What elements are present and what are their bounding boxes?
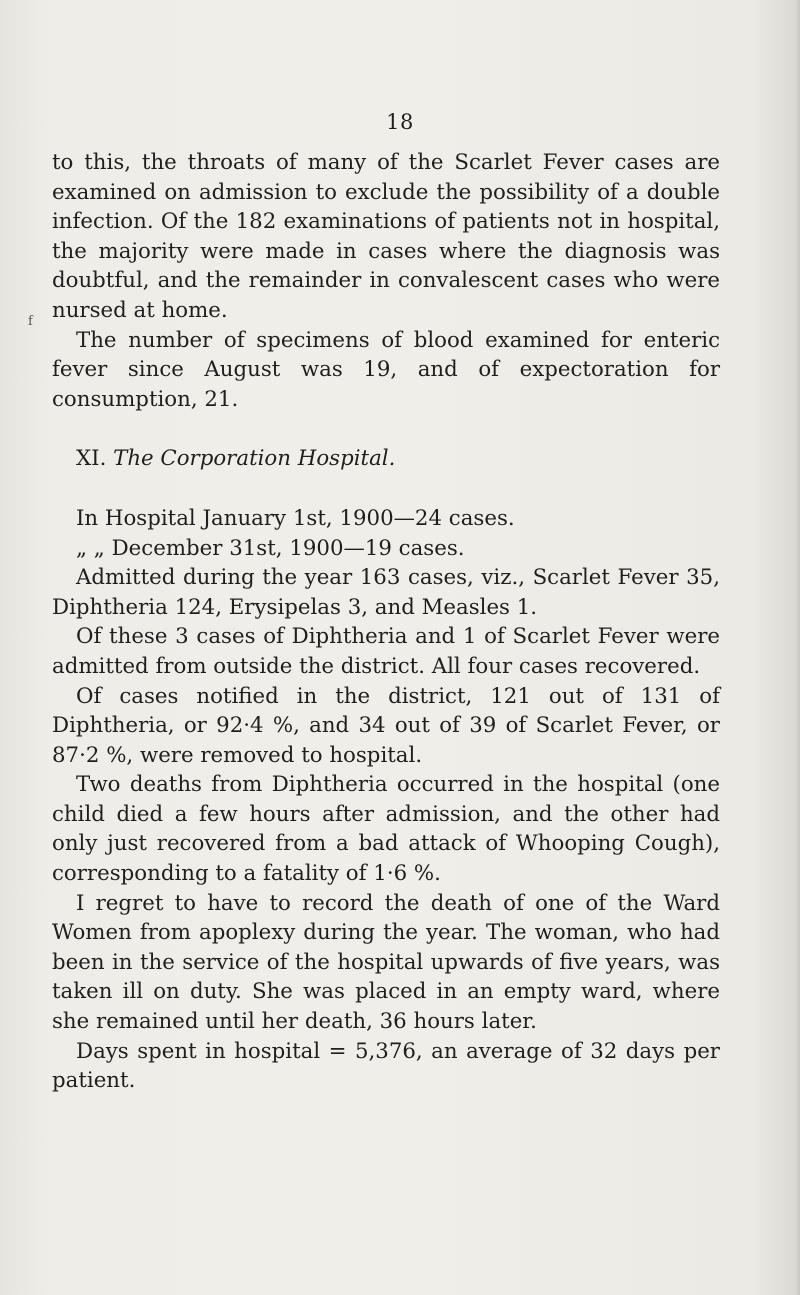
paragraph-specimens: The number of specimens of blood examined for enteric fever since August was 19, and of expectoration for consumption, 21.: [52, 327, 720, 412]
paragraph-days-spent: Days spent in hospital = 5,376, an average of 32 days per patient.: [52, 1038, 720, 1094]
paragraph-in-hospital-january: In Hospital January 1st, 1900—24 cases.: [76, 505, 515, 531]
paragraph-in-hospital-december: „ „ December 31st, 1900—19 cases.: [76, 535, 465, 561]
paragraph-outside-district: Of these 3 cases of Diphtheria and 1 of Scarlet Fever were admitted from outside the district. All four cases recovered.: [52, 624, 720, 679]
paragraph-ward-women: I regret to have to record the death of one of the Ward Women from apoplexy during the year. The woman, who had been in the service of the hospital upwards of five years, was taken ill on duty. She was placed in an empty ward, where she remained until her death, 36 hours later.: [52, 890, 720, 1035]
section-heading: [52, 444, 720, 474]
section-spacer-2: [52, 474, 720, 504]
section-number: XI.: [76, 446, 107, 472]
paragraph-deaths-diphtheria: Two deaths from Diphtheria occurred in the hospital (one child died a few hours after admission, and the other had only just recovered from a bad attack of Whooping Cough), corresponding to a fatality of 1·6 %.: [52, 772, 720, 887]
section-spacer: [52, 414, 720, 444]
page-number: 18: [386, 110, 414, 134]
margin-mark: f: [28, 314, 33, 329]
section-title: The Corporation Hospital.: [113, 446, 396, 472]
paragraph-admitted: Admitted during the year 163 cases, viz., Scarlet Fever 35, Diphtheria 124, Erysipelas 3, and Measles 1.: [52, 565, 720, 620]
body-text: [52, 148, 720, 1096]
paragraph-throat-examinations: to this, the throats of many of the Scarlet Fever cases are examined on admission to exclude the possibility of a double infection. Of the 182 examinations of patients not in hospital, the majority were made in cases where the diagnosis was doubtful, and the remainder in convalescent cases who were nursed at home.: [52, 150, 720, 323]
page-edge-shadow: [794, 0, 800, 1295]
paragraph-notified-cases: Of cases notified in the district, 121 out of 131 of Diphtheria, or 92·4 %, and 34 out of 39 of Scarlet Fever, or 87·2 %, were removed to hospital.: [52, 683, 720, 768]
